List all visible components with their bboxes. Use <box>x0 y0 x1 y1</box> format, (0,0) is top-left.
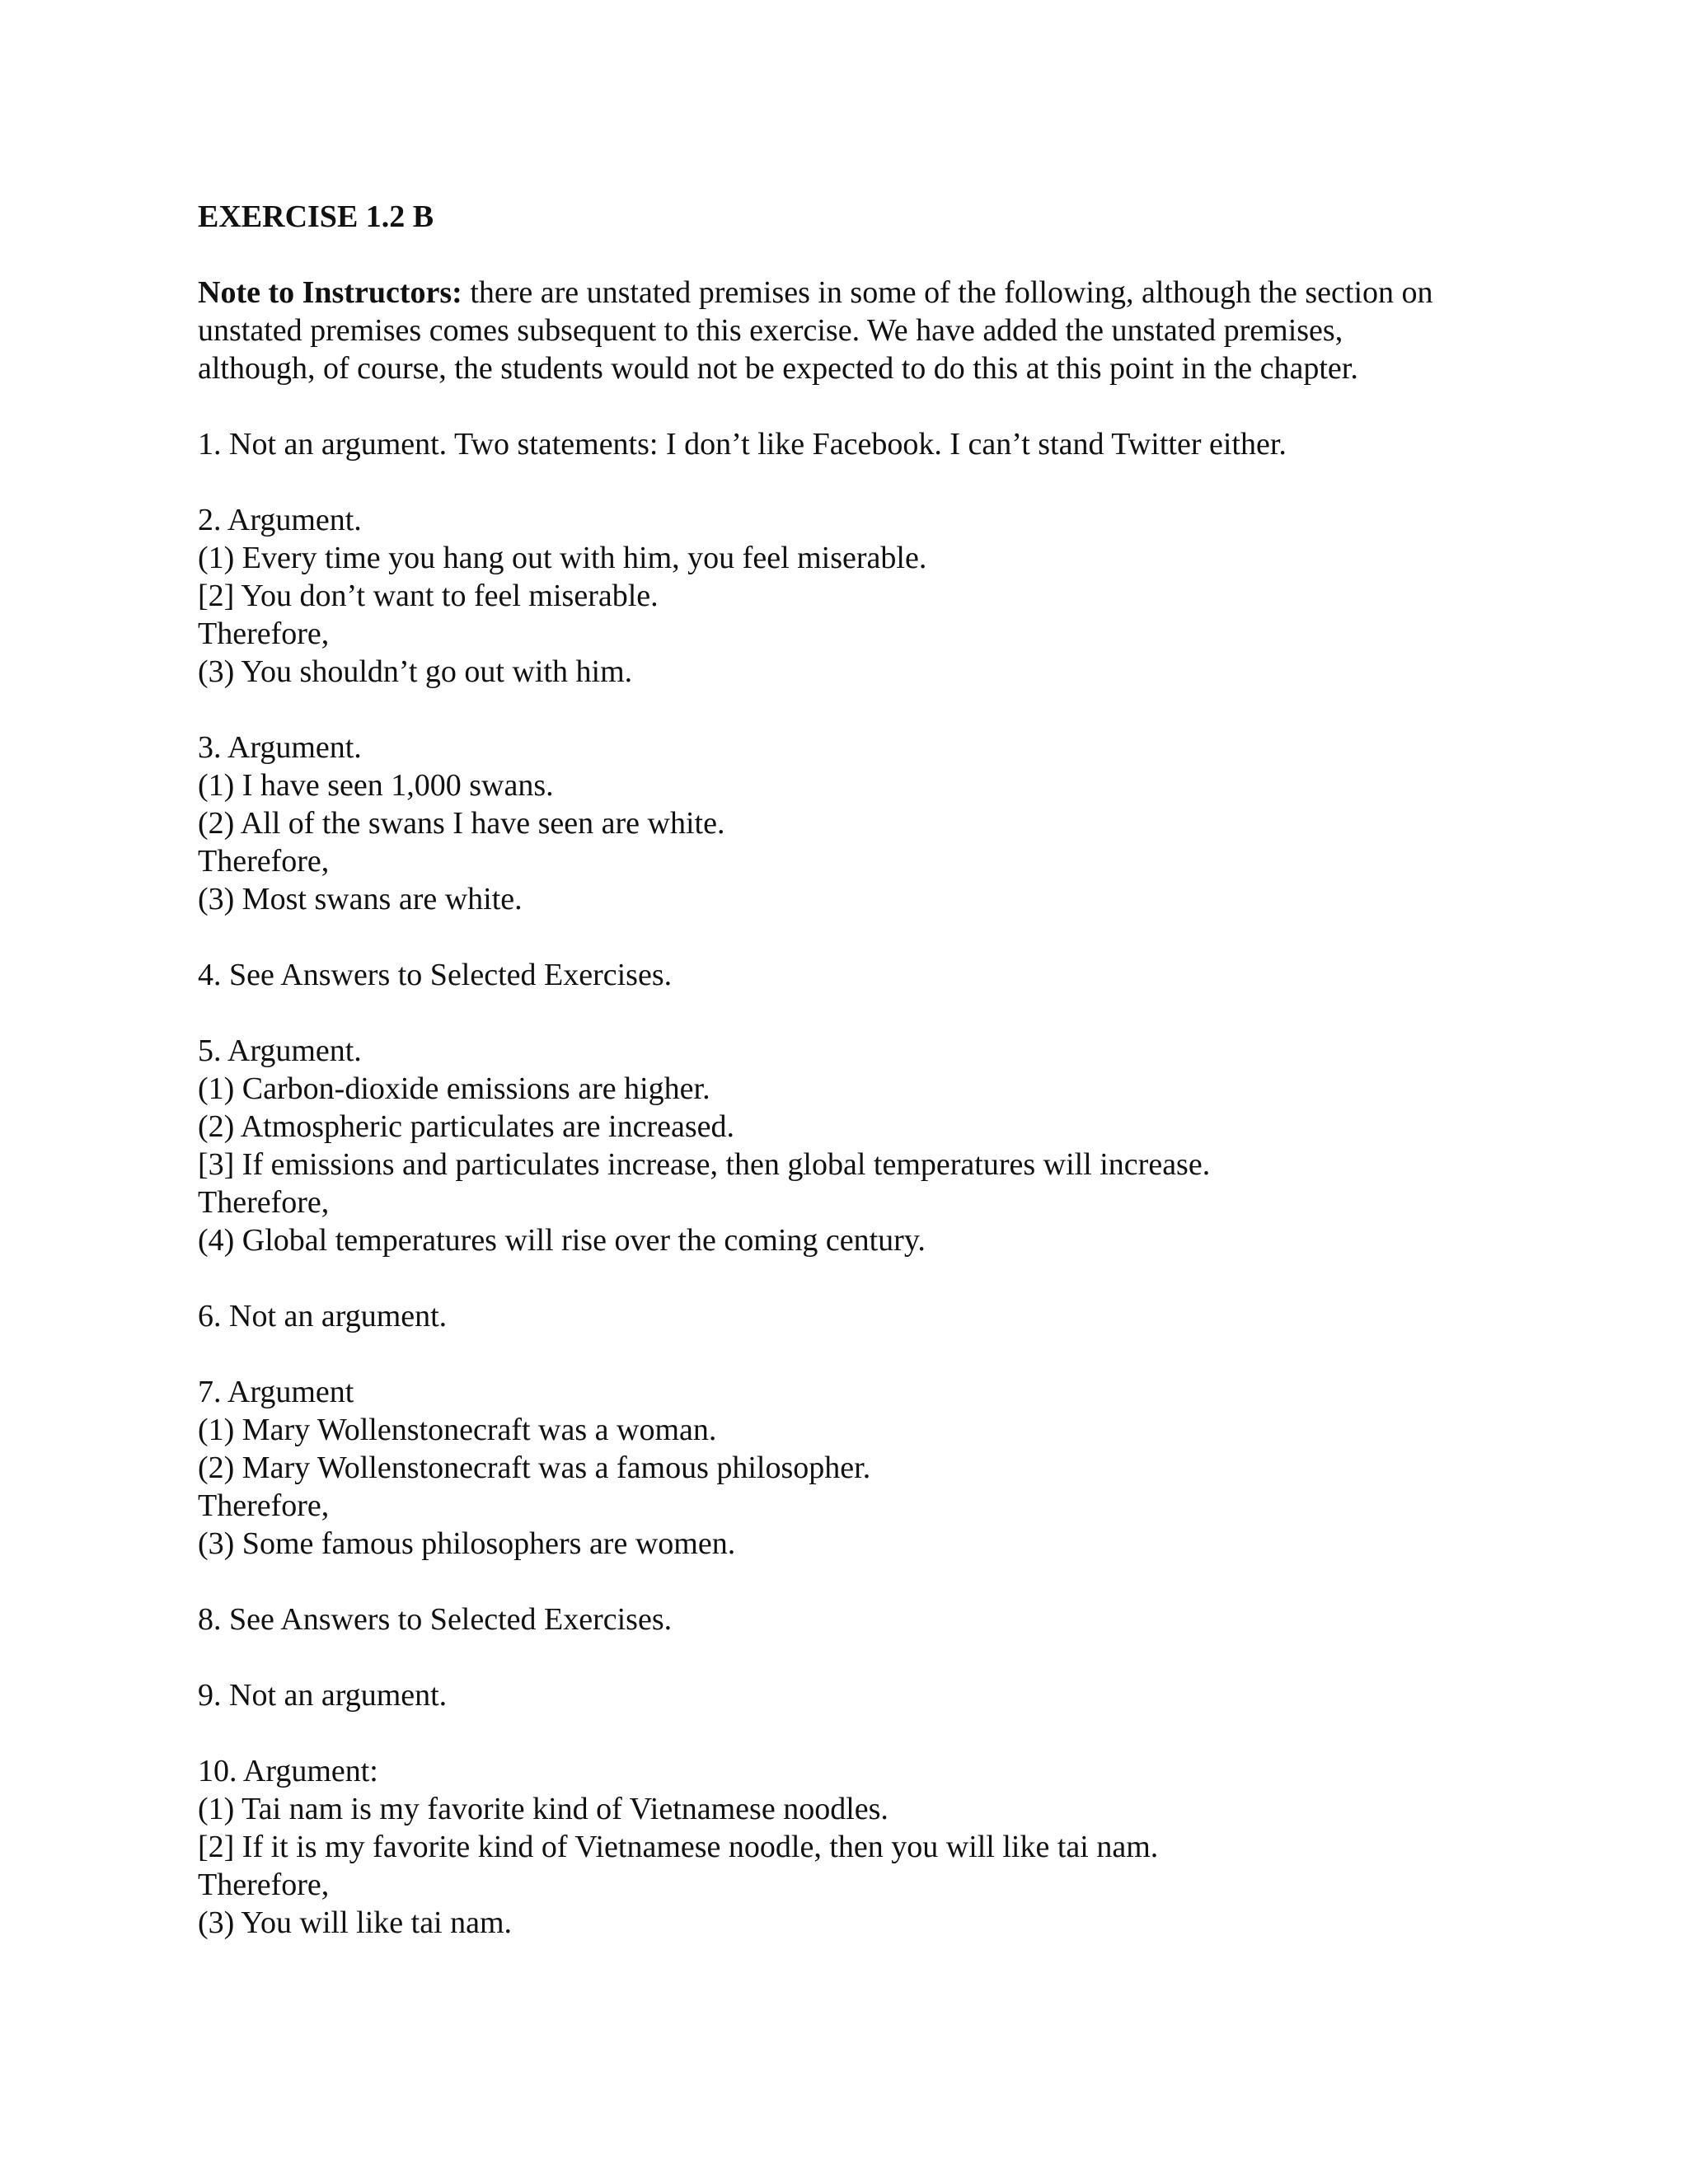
answer-line: (4) Global temperatures will rise over the coming century. <box>198 1223 926 1258</box>
answer-item <box>198 1601 1517 1638</box>
answer-heading: 7. Argument <box>198 1375 354 1409</box>
answer-line: Therefore, <box>198 844 330 879</box>
answer-line: [2] If it is my favorite kind of Vietnamese noodle, then you will like tai nam. <box>198 1830 1159 1864</box>
answer-line: [2] You don’t want to feel miserable. <box>198 579 659 613</box>
answer-heading: 6. Not an argument. <box>198 1299 448 1333</box>
answer-line: (1) Carbon-dioxide emissions are higher. <box>198 1071 710 1106</box>
answer-line: (2) Atmospheric particulates are increased. <box>198 1109 734 1144</box>
answer-item <box>198 729 1517 918</box>
exercise-title: EXERCISE 1.2 B <box>198 199 434 234</box>
answer-item <box>198 1297 1517 1335</box>
answer-heading: 4. See Answers to Selected Exercises. <box>198 958 673 992</box>
answer-heading: 3. Argument. <box>198 730 362 765</box>
answer-item <box>198 425 1517 463</box>
answer-line: (3) Some famous philosophers are women. <box>198 1526 736 1561</box>
answer-line: (1) Every time you hang out with him, you feel miserable. <box>198 541 927 575</box>
answer-heading: 9. Not an argument. <box>198 1678 448 1713</box>
answer-line: (3) Most swans are white. <box>198 882 523 916</box>
answer-line: (1) Tai nam is my favorite kind of Vietnamese noodles. <box>198 1792 889 1826</box>
answer-line: [3] If emissions and particulates increase, then global temperatures will increase. <box>198 1147 1211 1182</box>
answer-line: Therefore, <box>198 1488 330 1523</box>
answer-item <box>198 1373 1517 1563</box>
answer-line: Therefore, <box>198 616 330 651</box>
answer-item <box>198 501 1517 691</box>
answer-line: Therefore, <box>198 1185 330 1220</box>
answer-heading: 8. See Answers to Selected Exercises. <box>198 1602 673 1637</box>
instructor-note <box>198 274 1467 387</box>
answer-item <box>198 1032 1517 1259</box>
answer-item <box>198 956 1517 994</box>
answer-item <box>198 1752 1517 1942</box>
answer-line: (3) You shouldn’t go out with him. <box>198 654 633 689</box>
answer-heading: 10. Argument: <box>198 1754 378 1788</box>
answer-list <box>198 425 1517 1942</box>
answer-item <box>198 1676 1517 1714</box>
answer-heading: 5. Argument. <box>198 1033 362 1068</box>
answer-line: (3) You will like tai nam. <box>198 1905 513 1940</box>
answer-heading: 1. Not an argument. Two statements: I don’t like Facebook. I can’t stand Twitter either. <box>198 427 1287 462</box>
answer-line: (1) I have seen 1,000 swans. <box>198 768 554 803</box>
note-text: there are unstated premises in some of the following, although the section on unstated premises comes subsequent to this exercise. We have added the unstated premises, although, of course, the students would not be expected to do this at this point in the chapter. <box>198 275 1433 386</box>
answer-heading: 2. Argument. <box>198 503 362 537</box>
answer-line: (2) All of the swans I have seen are white. <box>198 806 725 841</box>
document-body <box>198 198 1517 1980</box>
answer-line: (2) Mary Wollenstonecraft was a famous philosopher. <box>198 1451 871 1485</box>
answer-line: Therefore, <box>198 1868 330 1902</box>
answer-line: (1) Mary Wollenstonecraft was a woman. <box>198 1413 717 1447</box>
note-label: Note to Instructors: <box>198 275 462 310</box>
